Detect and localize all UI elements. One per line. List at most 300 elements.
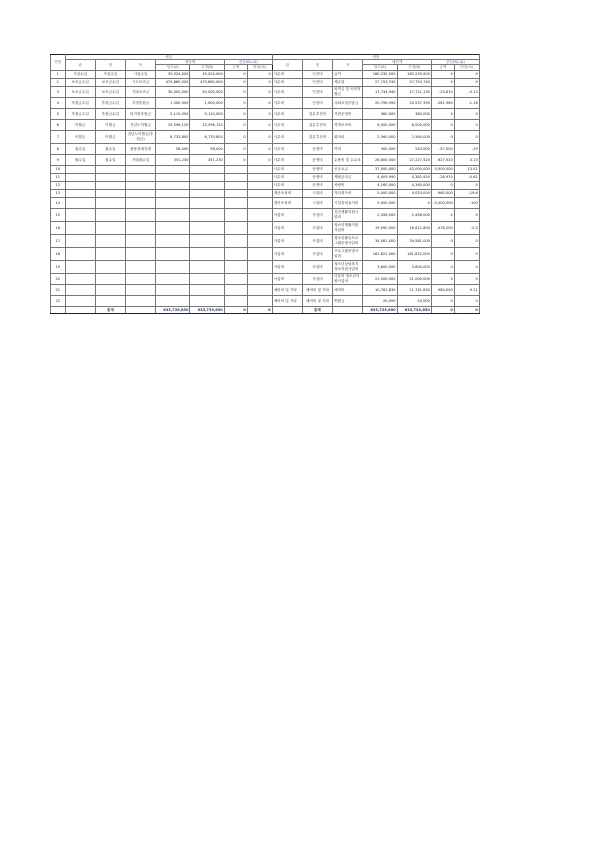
expense-gwan-cell: 사업비 [272,247,302,260]
expense-mok-cell: 프로그램운영사업비 [333,247,363,260]
row-number: 17 [51,234,66,247]
revenue-initial-cell: 35,024,000 [156,70,190,78]
expense-initial-cell: 37,000,000 [363,165,397,173]
table-row [51,247,546,260]
revenue-revised-cell: 6,733,800 [190,130,224,143]
table-row [51,260,546,273]
row-number: 14 [51,197,66,208]
revenue-revised-cell [190,260,224,273]
revenue-title: 세입 [65,55,272,60]
expense-revised-cell: 20,000 [397,295,431,306]
revenue-hang-cell [95,247,125,260]
expense-diff-ratio-cell: 9.11 [454,284,479,295]
expense-initial-cell: 181,822,000 [363,247,397,260]
expense-hang-cell: 인건비 [302,97,332,108]
revenue-mok-cell: 불용품매각대 [125,143,155,154]
revenue-revised-cell: 25,596,120 [190,119,224,130]
expense-gwan-cell: 사무비 [272,78,302,86]
expense-diff-ratio-cell: 0 [454,181,479,189]
revenue-revised-cell: 30,000,000 [190,86,224,97]
table-row [51,197,546,208]
revenue-hang-cell: 보조금수입 [95,86,125,97]
revenue-initial-cell: 5,110,000 [156,108,190,119]
revenue-mok-cell: 기타잡수입 [125,154,155,165]
revenue-revised-cell: 35,024,000 [190,70,224,78]
revenue-gwan-cell: 후원금수입 [65,108,95,119]
revenue-diff-ratio-cell [247,234,272,247]
expense-ratio-header: 비율(%) [454,65,479,70]
expense-diff-amount-cell: 0 [431,130,454,143]
expense-hang-cell: 업무추진비 [302,130,332,143]
revenue-initial-cell [156,208,190,221]
expense-hang-cell: 시설비 [302,189,332,197]
expense-mok-cell: 청소년생활지원사업비 [333,221,363,234]
expense-revised-cell: 17,711,130 [397,86,431,97]
revenue-diff-ratio-cell: 0 [247,97,272,108]
expense-hang-cell: 운영비 [302,173,332,181]
expense-revised-cell: 180,235,500 [397,70,431,78]
revenue-amount-header: 금액 [224,65,247,70]
revenue-diff-ratio-cell [247,260,272,273]
expense-gwan-cell: 사무비 [272,86,302,97]
revenue-diff-ratio-cell: 0 [247,119,272,130]
expense-gwan-cell: 사무비 [272,97,302,108]
expense-hang-cell: 운영비 [302,165,332,173]
expense-mok-cell: 직책보조비 [333,119,363,130]
revenue-diff-amount-cell [224,197,247,208]
expense-revised-cell: 181,822,000 [397,247,431,260]
revenue-revised-cell: 58,000 [190,143,224,154]
expense-initial-cell: 2,458,000 [363,208,397,221]
expense-initial-cell: 3,600,000 [363,260,397,273]
revenue-revised-cell [190,165,224,173]
revenue-diff-header: 증감(B)-(A) [224,60,272,65]
expense-diff-ratio-cell: 0 [454,234,479,247]
row-number: 13 [51,189,66,197]
row-number: 20 [51,273,66,284]
revenue-hang-cell [95,181,125,189]
revenue-hang-cell [95,208,125,221]
revenue-initial-cell [156,260,190,273]
expense-budget-header: 예산액 [363,60,432,65]
expense-diff-amount-cell: 0 [431,295,454,306]
expense-diff-amount-cell: -261,560 [431,97,454,108]
expense-gwan-cell: 재산조성비 [272,189,302,197]
row-number: 10 [51,165,66,173]
revenue-diff-ratio-cell: 0 [247,154,272,165]
expense-diff-ratio-cell: 0 [454,295,479,306]
revenue-initial-cell [156,165,190,173]
expense-initial-cell: 19,090,000 [363,221,397,234]
row-number: 5 [51,108,66,119]
revenue-revised-cell: 479,860,000 [190,78,224,86]
revenue-initial-cell [156,247,190,260]
table-row [51,70,546,78]
expense-diff-ratio-cell: 0 [454,130,479,143]
expense-gwan-cell: 사무비 [272,70,302,78]
table-row [51,165,546,173]
expense-initial-cell: 34,581,000 [363,234,397,247]
expense-hang-cell: 운영비 [302,154,332,165]
revenue-revised-cell [190,284,224,295]
expense-mok-cell: 제수당 [333,78,363,86]
revenue-gwan-header: 관 [65,60,95,70]
table-row [51,189,546,197]
expense-hang-cell: 예비비 및 기타 [302,295,332,306]
revenue-gwan-cell [65,284,95,295]
revenue-revised-cell: 5,110,000 [190,108,224,119]
revenue-mok-cell: 지정후원금 [125,97,155,108]
revenue-diff-ratio-cell [247,181,272,189]
revenue-mok-cell: 전년도이월금(후원금) [125,130,155,143]
revenue-gwan-cell: 이월금 [65,119,95,130]
expense-initial-cell: 2,560,000 [363,130,397,143]
expense-diff-amount-cell: -5,000,000 [431,197,454,208]
revenue-hang-cell: 이월금 [95,130,125,143]
expense-initial-cell: 20,798,950 [363,97,397,108]
revenue-gwan-cell: 후원금수입 [65,97,95,108]
revenue-mok-cell [125,165,155,173]
revenue-diff-amount-cell [224,260,247,273]
revenue-budget-header: 예산액 [156,60,225,65]
expense-hang-cell: 업무추진비 [302,108,332,119]
revenue-initial-cell: 1,000,000 [156,97,190,108]
expense-diff-amount-cell: -478,200 [431,221,454,234]
expense-revised-cell: 27,753,740 [397,78,431,86]
revenue-diff-ratio-cell [247,273,272,284]
revenue-gwan-cell: 사업수입 [65,70,95,78]
expense-initial-cell: 300,000 [363,143,397,154]
expense-revised-cell: 42,000,000 [397,165,431,173]
revenue-initial-header: 당초(A) [156,65,190,70]
row-number: 7 [51,130,66,143]
expense-revised-cell: 4,382,920 [397,173,431,181]
revenue-mok-cell [125,189,155,197]
expense-diff-ratio-cell: 3.13 [454,154,479,165]
expense-initial-cell: 27,753,740 [363,78,397,86]
revenue-hang-cell [95,221,125,234]
expense-mok-cell: 반환금 [333,295,363,306]
revenue-diff-ratio-cell [247,221,272,234]
revenue-mok-cell [125,221,155,234]
revenue-initial-cell [156,181,190,189]
expense-gwan-cell: 사무비 [272,108,302,119]
row-number: 18 [51,247,66,260]
expense-revised-cell: 8,000,000 [397,119,431,130]
expense-initial-header: 당초(A) [363,65,397,70]
expense-diff-amount-cell: 0 [431,273,454,284]
expense-diff-amount-cell: 627,520 [431,154,454,165]
expense-hang-cell: 사업비 [302,208,332,221]
revenue-ratio-header: 비율(%) [247,65,272,70]
expense-amount-header: 금액 [431,65,454,70]
expense-mok-cell: 사회보험부담금 [333,97,363,108]
revenue-diff-ratio-cell [247,197,272,208]
revenue-hang-cell [95,165,125,173]
expense-revised-cell: 2,458,000 [397,208,431,221]
revenue-diff-ratio-cell: 0 [247,130,272,143]
expense-gwan-cell: 예비비 및 기타 [272,295,302,306]
row-number: 15 [51,208,66,221]
revenue-revised-cell [190,247,224,260]
revenue-revised-cell [190,181,224,189]
expense-diff-ratio-cell: 0 [454,119,479,130]
revenue-revised-cell: 351,230 [190,154,224,165]
expense-revised-cell: 27,227,520 [397,154,431,165]
expense-diff-amount-cell: 5,000,000 [431,165,454,173]
revenue-diff-amount-cell: 0 [224,97,247,108]
expense-hang-cell: 예비비 및 기타 [302,284,332,295]
total-expense-initial: 633,735,650 [363,306,397,313]
revenue-revised-header: 추경(B) [190,65,224,70]
expense-revised-cell: 360,000 [397,108,431,119]
expense-diff-amount-cell: 0 [431,247,454,260]
revenue-diff-amount-cell [224,284,247,295]
expense-gwan-cell: 사무비 [272,130,302,143]
revenue-revised-cell [190,234,224,247]
revenue-mok-cell [125,284,155,295]
expense-gwan-cell: 사업비 [272,208,302,221]
revenue-diff-amount-cell: 0 [224,78,247,86]
expense-revised-header: 추경(B) [397,65,431,70]
expense-diff-ratio-cell: 0 [454,208,479,221]
revenue-diff-ratio-cell: 0 [247,143,272,154]
table-row [51,97,546,108]
expense-gwan-cell: 사무비 [272,173,302,181]
expense-revised-cell: 4,160,000 [397,181,431,189]
expense-diff-ratio-cell: 0 [454,260,479,273]
row-number: 4 [51,97,66,108]
expense-revised-cell: 20,537,390 [397,97,431,108]
revenue-diff-amount-cell: 0 [224,70,247,78]
expense-hang-cell: 인건비 [302,86,332,97]
expense-mok-cell: 공공요금 [333,165,363,173]
expense-gwan-cell: 사무비 [272,154,302,165]
expense-diff-ratio-cell: -19.6 [454,189,479,197]
revenue-gwan-cell: 잡수입 [65,154,95,165]
expense-diff-ratio-cell: -100 [454,197,479,208]
revenue-diff-amount-cell: 0 [224,119,247,130]
row-number: 3 [51,86,66,97]
revenue-diff-ratio-cell: 0 [247,86,272,97]
expense-diff-amount-cell: 0 [431,181,454,189]
expense-revised-cell: 3,600,000 [397,260,431,273]
expense-mok-header: 목 [333,60,363,70]
revenue-initial-cell [156,173,190,181]
revenue-diff-amount-cell [224,221,247,234]
revenue-diff-ratio-cell [247,165,272,173]
revenue-mok-cell [125,260,155,273]
revenue-mok-cell [125,295,155,306]
revenue-initial-cell: 479,860,000 [156,78,190,86]
row-number: 22 [51,295,66,306]
table-row [51,295,546,306]
table-row [51,284,546,295]
revenue-initial-cell [156,273,190,284]
revenue-diff-ratio-cell [247,247,272,260]
table-row [51,154,546,165]
revenue-diff-amount-cell [224,181,247,189]
expense-diff-amount-cell: 0 [431,260,454,273]
revenue-diff-amount-cell: 0 [224,108,247,119]
expense-hang-header: 항 [302,60,332,70]
expense-revised-cell: 4,020,000 [397,189,431,197]
expense-gwan-cell: 사무비 [272,181,302,189]
expense-gwan-header: 관 [272,60,302,70]
revenue-hang-cell [95,173,125,181]
revenue-hang-cell: 후원금수입 [95,108,125,119]
expense-diff-ratio-cell: 0 [454,70,479,78]
revenue-diff-ratio-cell [247,173,272,181]
revenue-hang-cell [95,284,125,295]
revenue-gwan-cell [65,173,95,181]
row-number: 12 [51,181,66,189]
expense-hang-cell: 운영비 [302,143,332,154]
row-number: 9 [51,154,66,165]
revenue-initial-cell [156,189,190,197]
expense-mok-cell: 청소년활동프로그램운영사업비 [333,234,363,247]
total-expense-revised: 633,735,650 [397,306,431,313]
revenue-diff-amount-cell [224,189,247,197]
revenue-hang-cell [95,295,125,306]
expense-mok-cell: 다문화 청소년지원사업비 [333,273,363,284]
expense-initial-cell: 8,000,000 [363,119,397,130]
total-revenue-ratio: 0 [247,306,272,313]
expense-diff-amount-cell: 0 [431,70,454,78]
row-number: 21 [51,284,66,295]
revenue-gwan-cell [65,247,95,260]
revenue-gwan-cell: 보조금수입 [65,78,95,86]
revenue-gwan-cell [65,189,95,197]
revenue-hang-cell: 후원금수입 [95,97,125,108]
revenue-mok-cell: 전년도이월금 [125,119,155,130]
row-number: 19 [51,260,66,273]
revenue-revised-cell: 1,000,000 [190,97,224,108]
expense-hang-cell: 사업비 [302,234,332,247]
expense-diff-amount-cell: -57,000 [431,143,454,154]
expense-revised-cell: 2,560,000 [397,130,431,143]
expense-diff-amount-cell: 0 [431,234,454,247]
revenue-initial-cell: 351,230 [156,154,190,165]
expense-diff-ratio-cell: -1.16 [454,97,479,108]
revenue-initial-cell: 30,000,000 [156,86,190,97]
expense-initial-cell: 4,409,990 [363,173,397,181]
revenue-initial-cell: 58,000 [156,143,190,154]
revenue-hang-cell: 보조금수입 [95,78,125,86]
revenue-diff-amount-cell [224,173,247,181]
revenue-mok-cell [125,234,155,247]
revenue-diff-amount-cell [224,208,247,221]
expense-gwan-cell: 사무비 [272,119,302,130]
revenue-diff-ratio-cell [247,284,272,295]
revenue-diff-amount-cell [224,247,247,260]
revenue-gwan-cell [65,273,95,284]
total-label-revenue: 총계 [95,306,125,313]
revenue-initial-cell: 6,733,800 [156,130,190,143]
expense-revised-cell: 11,741,830 [397,284,431,295]
revenue-revised-cell [190,295,224,306]
expense-gwan-cell: 사무비 [272,165,302,173]
expense-mok-cell: 시설장비유지비 [333,197,363,208]
expense-hang-cell: 사업비 [302,247,332,260]
revenue-mok-cell [125,181,155,189]
expense-initial-cell: 360,000 [363,108,397,119]
expense-gwan-cell: 사업비 [272,260,302,273]
revenue-revised-cell [190,197,224,208]
table-row [51,234,546,247]
expense-mok-cell: 예비비 [333,284,363,295]
total-revenue-initial: 633,735,650 [156,306,190,313]
revenue-gwan-cell [65,181,95,189]
table-row [51,78,546,86]
table-row [51,119,546,130]
revenue-gwan-cell [65,260,95,273]
revenue-mok-cell: 기타보조금 [125,86,155,97]
revenue-hang-cell [95,197,125,208]
expense-initial-cell: 180,235,500 [363,70,397,78]
revenue-initial-cell [156,234,190,247]
expense-hang-cell: 사업비 [302,260,332,273]
revenue-hang-cell: 잡수입 [95,143,125,154]
row-number: 1 [51,70,66,78]
revenue-diff-amount-cell [224,273,247,284]
expense-initial-cell: 26,800,000 [363,154,397,165]
revenue-diff-amount-cell: 0 [224,154,247,165]
expense-diff-amount-cell: 980,000 [431,284,454,295]
revenue-gwan-cell: 잡수입 [65,143,95,154]
revenue-initial-cell [156,197,190,208]
expense-diff-amount-cell: 0 [431,78,454,86]
expense-hang-cell: 운영비 [302,181,332,189]
expense-hang-cell: 사업비 [302,273,332,284]
expense-mok-cell: 기관운영비 [333,108,363,119]
revenue-diff-ratio-cell: 0 [247,70,272,78]
revenue-mok-cell [125,273,155,284]
revenue-gwan-cell: 보조금수입 [65,86,95,97]
expense-initial-cell: 5,000,000 [363,189,397,197]
expense-revised-cell: 0 [397,197,431,208]
expense-diff-amount-cell: 0 [431,108,454,119]
revenue-hang-cell: 잡수입 [95,154,125,165]
revenue-mok-cell: 사업수입 [125,70,155,78]
expense-initial-cell: 17,734,940 [363,86,397,97]
expense-initial-cell: 4,160,000 [363,181,397,189]
expense-revised-cell: 243,000 [397,143,431,154]
revenue-hang-cell [95,234,125,247]
expense-hang-cell: 사업비 [302,221,332,234]
expense-diff-amount-cell: -23,810 [431,86,454,97]
expense-revised-cell: 21,000,000 [397,273,431,284]
revenue-diff-ratio-cell: 0 [247,108,272,119]
expense-mok-cell: 급여 [333,70,363,78]
expense-diff-ratio-cell: 13.51 [454,165,479,173]
expense-diff-amount-cell: 0 [431,208,454,221]
expense-gwan-cell: 사업비 [272,221,302,234]
revenue-gwan-cell: 이월금 [65,130,95,143]
total-revenue-revised: 633,735,650 [190,306,224,313]
revenue-gwan-cell [65,197,95,208]
table-row [51,130,546,143]
expense-diff-header: 증감(B)-(A) [431,60,479,65]
expense-diff-ratio-cell: -19 [454,143,479,154]
revenue-revised-cell [190,173,224,181]
revenue-mok-cell: 비지정후원금 [125,108,155,119]
revenue-revised-cell [190,189,224,197]
revenue-diff-amount-cell: 0 [224,143,247,154]
budget-table [50,54,545,314]
table-row [51,273,546,284]
no-header: 연번 [51,55,66,71]
